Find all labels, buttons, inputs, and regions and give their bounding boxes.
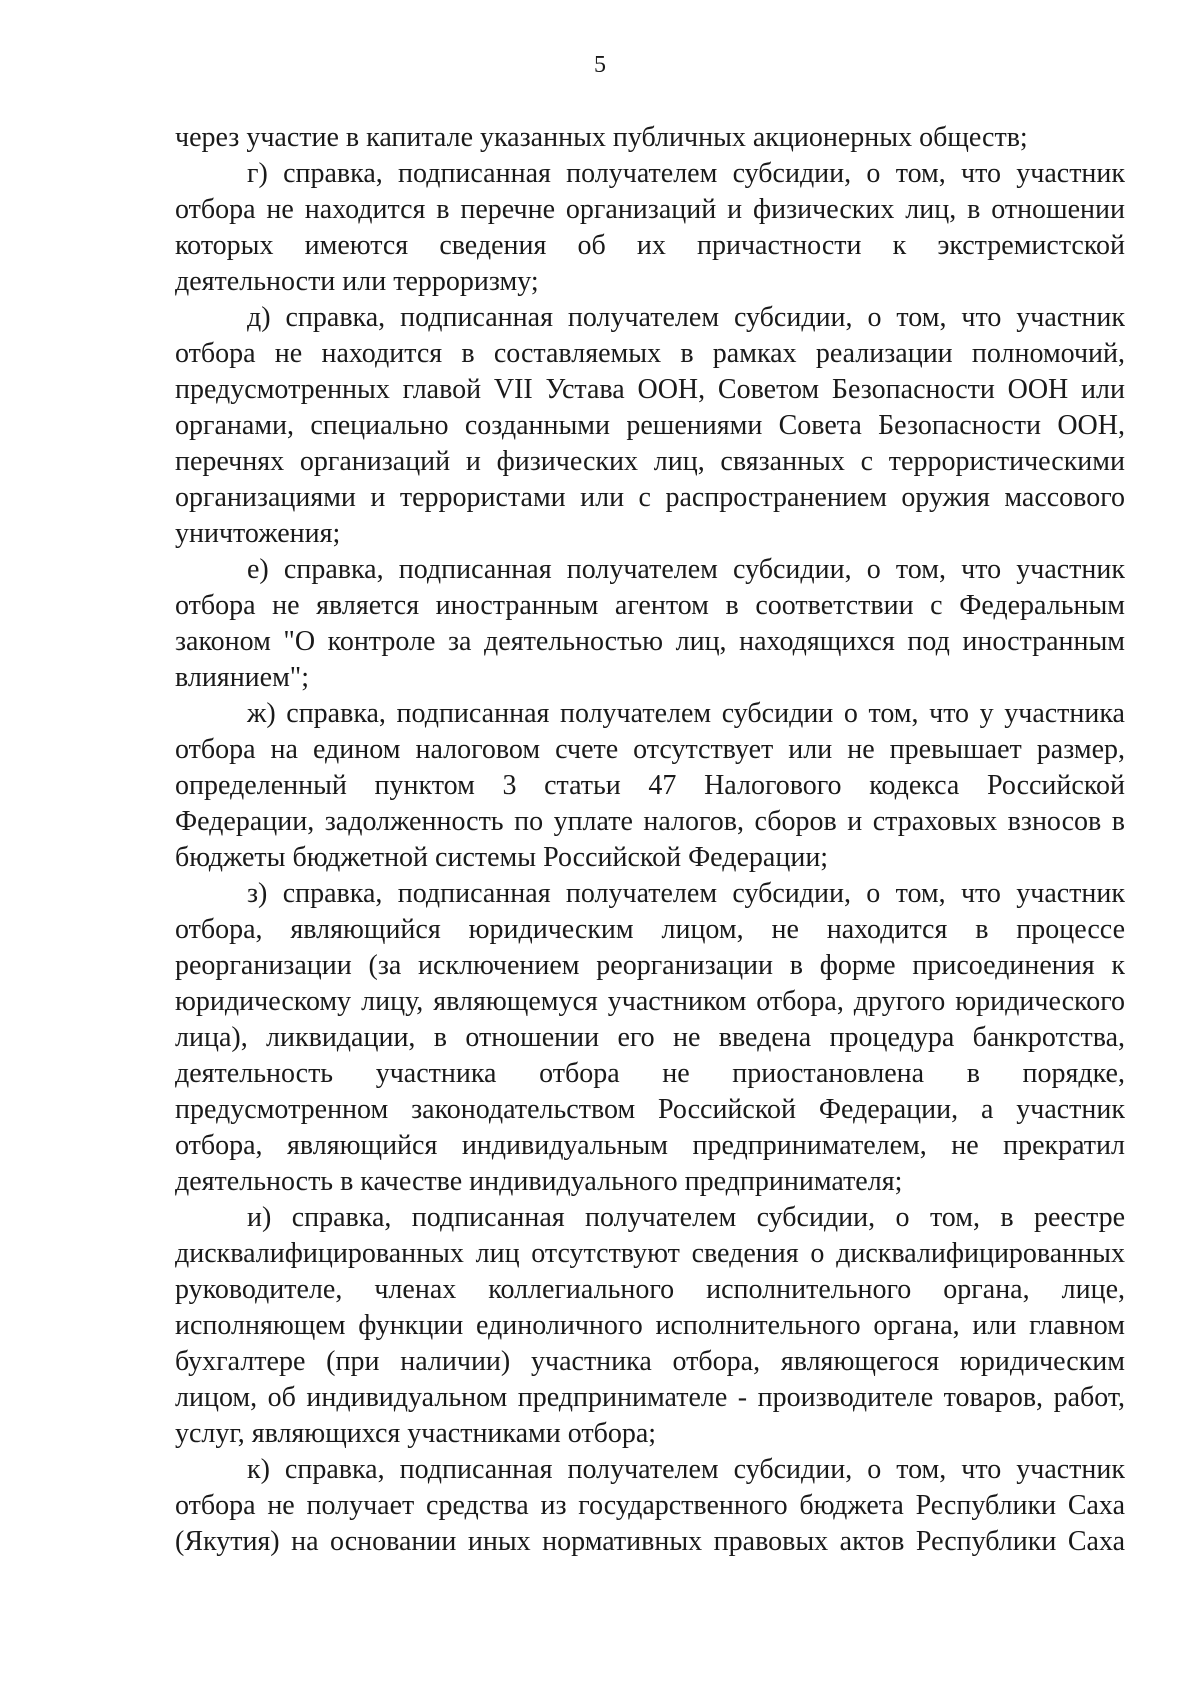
paragraph-line: реорганизации (за исключением реорганизации в форме присоединения к: [175, 950, 1125, 981]
paragraph-line: г) справка, подписанная получателем субсидии, о том, что участник: [247, 158, 1125, 189]
paragraph-line: перечнях организаций и физических лиц, связанных с террористическими: [175, 446, 1125, 477]
paragraph-line: отбора на едином налоговом счете отсутствует или не превышает размер,: [175, 734, 1125, 765]
paragraph-line: органами, специально созданными решениями Совета Безопасности ООН,: [175, 410, 1125, 441]
paragraph-line: уничтожения;: [175, 518, 341, 549]
paragraph-line: (Якутия) на основании иных нормативных правовых актов Республики Саха: [175, 1526, 1125, 1557]
paragraph-line: исполняющем функции единоличного исполнительного органа, или главном: [175, 1310, 1125, 1341]
paragraph-line: ж) справка, подписанная получателем субсидии о том, что у участника: [247, 698, 1125, 729]
paragraph-line: дисквалифицированных лиц отсутствуют сведения о дисквалифицированных: [175, 1238, 1125, 1269]
paragraph-line: отбора не находится в перечне организаций и физических лиц, в отношении: [175, 194, 1125, 225]
paragraph-line: руководителе, членах коллегиального исполнительного органа, лице,: [175, 1274, 1125, 1305]
paragraph-e: [175, 552, 1125, 696]
paragraph-line: отбора не является иностранным агентом в соответствии с Федеральным: [175, 590, 1125, 621]
paragraph-line: отбора, являющийся индивидуальным предпринимателем, не прекратил: [175, 1130, 1125, 1161]
paragraph-g: [175, 156, 1125, 300]
paragraph-i: [175, 1200, 1125, 1452]
paragraph-line: предусмотренных главой VII Устава ООН, Советом Безопасности ООН или: [175, 374, 1125, 405]
paragraph-line: определенный пунктом 3 статьи 47 Налогового кодекса Российской: [175, 770, 1125, 801]
paragraph-line: организациями и террористами или с распространением оружия массового: [175, 482, 1125, 513]
paragraph-line: предусмотренном законодательством Российской Федерации, а участник: [175, 1094, 1125, 1125]
document-body: [175, 120, 1125, 1560]
paragraph-line: з) справка, подписанная получателем субсидии, о том, что участник: [247, 878, 1125, 909]
paragraph-line: деятельности или терроризму;: [175, 266, 539, 297]
paragraph-line: бухгалтере (при наличии) участника отбора, являющегося юридическим: [175, 1346, 1125, 1377]
page-number: 5: [594, 52, 606, 78]
paragraph-line: е) справка, подписанная получателем субсидии, о том, что участник: [247, 554, 1125, 585]
paragraph-line: отбора не находится в составляемых в рамках реализации полномочий,: [175, 338, 1125, 369]
paragraph-line: через участие в капитале указанных публичных акционерных обществ;: [175, 122, 1028, 153]
paragraph-line: к) справка, подписанная получателем субсидии, о том, что участник: [247, 1454, 1125, 1485]
paragraph-line: и) справка, подписанная получателем субсидии, о том, в реестре: [247, 1202, 1125, 1233]
paragraph-zh: [175, 696, 1125, 876]
paragraph-line: влиянием";: [175, 662, 310, 693]
paragraph-line: лица), ликвидации, в отношении его не введена процедура банкротства,: [175, 1022, 1125, 1053]
paragraph-line: Федерации, задолженность по уплате налогов, сборов и страховых взносов в: [175, 806, 1125, 837]
paragraph-line: отбора не получает средства из государственного бюджета Республики Саха: [175, 1490, 1125, 1521]
paragraph-line: услуг, являющихся участниками отбора;: [175, 1418, 657, 1449]
paragraph-z: [175, 876, 1125, 1200]
paragraph-line: д) справка, подписанная получателем субсидии, о том, что участник: [247, 302, 1125, 333]
paragraph-line: лицом, об индивидуальном предпринимателе - производителе товаров, работ,: [175, 1382, 1125, 1413]
paragraph-line: юридическому лицу, являющемуся участником отбора, другого юридического: [175, 986, 1125, 1017]
paragraph-intro: [175, 120, 1125, 156]
paragraph-line: деятельность участника отбора не приостановлена в порядке,: [175, 1058, 1125, 1089]
paragraph-line: законом "О контроле за деятельностью лиц, находящихся под иностранным: [175, 626, 1125, 657]
paragraph-d: [175, 300, 1125, 552]
paragraph-line: бюджеты бюджетной системы Российской Федерации;: [175, 842, 829, 873]
paragraph-k: [175, 1452, 1125, 1560]
paragraph-line: отбора, являющийся юридическим лицом, не находится в процессе: [175, 914, 1125, 945]
paragraph-line: деятельность в качестве индивидуального предпринимателя;: [175, 1166, 903, 1197]
paragraph-line: которых имеются сведения об их причастности к экстремистской: [175, 230, 1125, 261]
